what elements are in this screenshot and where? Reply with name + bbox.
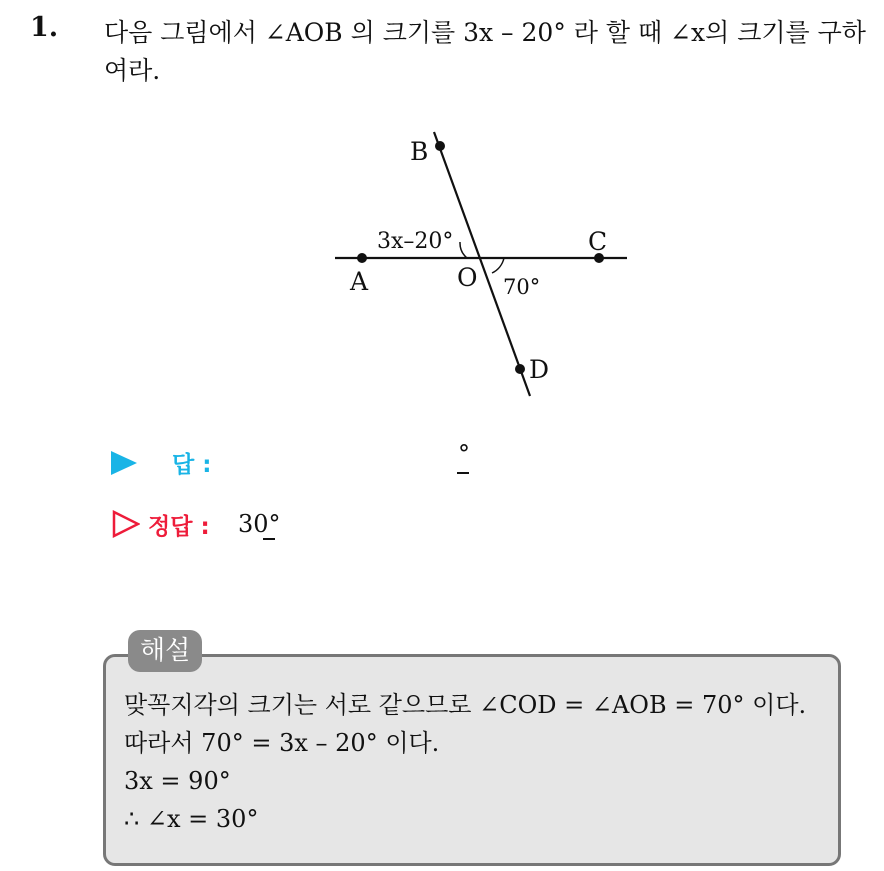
solution-line-1: 맞꼭지각의 크기는 서로 같으므로 ∠COD = ∠AOB = 70° 이다. [124,691,807,719]
solution-line-2: 따라서 70° = 3x – 20° 이다. [124,729,440,757]
arc-cod [492,258,504,273]
correct-unit: ° [268,510,281,538]
solution-line-3: 3x = 90° [124,767,231,795]
label-a: A [350,267,369,296]
label-c: C [588,227,608,256]
label-angle-aob: 3x–20° [377,229,454,254]
arc-aob [460,242,467,258]
label-angle-cod: 70° [503,275,541,299]
label-b: B [410,137,429,166]
answer-unit: ° [458,440,470,468]
correct-number: 30 [238,510,269,538]
point-a [357,253,367,263]
correct-label: 정답 : [148,514,210,540]
solution-tag: 해설 [128,630,202,672]
question-number: 1. [30,12,59,43]
correct-value [238,510,281,538]
point-d [515,364,525,374]
answer-row [108,440,608,480]
outline-triangle-icon [112,510,140,538]
point-b [435,141,445,151]
answer-blank-underline [457,472,469,474]
question-text [104,14,874,90]
question-line-1: 다음 그림에서 ∠AOB 의 크기를 3x – 20° 라 할 때 ∠x의 크기를 구하 [104,18,866,47]
line-bd [434,132,530,396]
solution-line-4: ∴ ∠x = 30° [124,805,259,833]
play-triangle-icon [111,451,137,475]
angle-figure [330,110,640,410]
solution-text [124,686,806,838]
correct-answer-row [108,508,608,542]
question-line-2: 여라. [104,56,161,85]
correct-unit-underline [263,538,275,540]
answer-label: 답 : [172,452,212,478]
label-d: D [529,355,550,384]
label-o: O [457,263,478,292]
